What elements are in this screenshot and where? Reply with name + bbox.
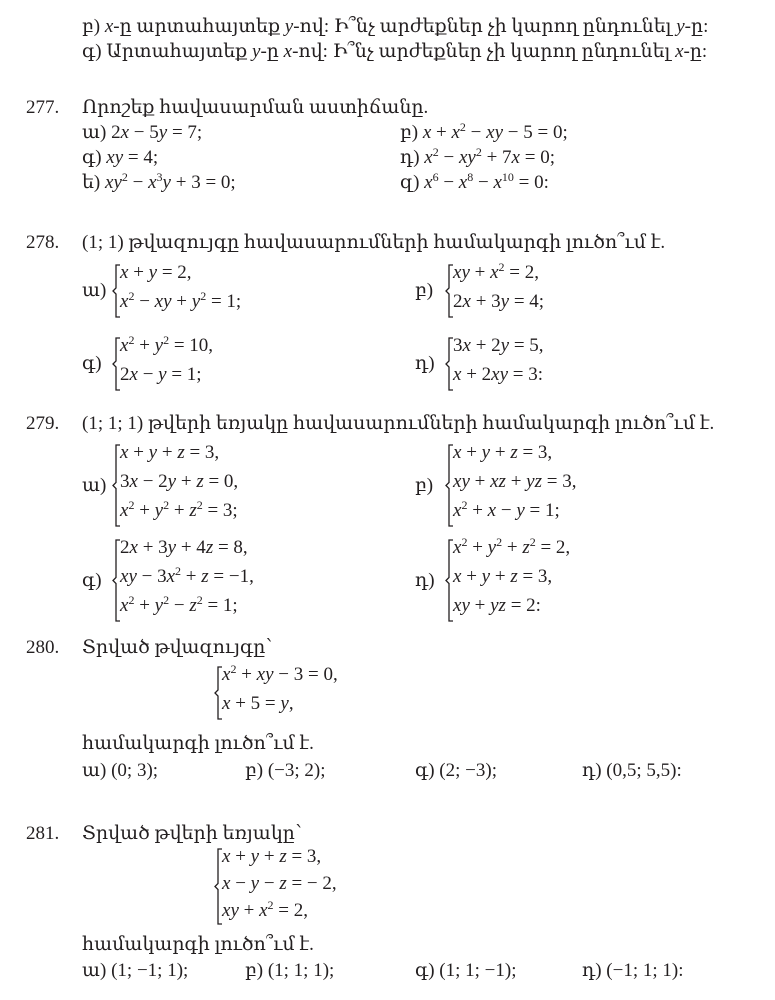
- equation: x + 5 = y,: [222, 693, 294, 714]
- answer-option: [415, 760, 497, 782]
- text: -ը:: [683, 41, 708, 62]
- option-value: (−3; 2);: [267, 760, 326, 781]
- equation: $x^2$ − xy + $y^2 = 1$;: [120, 289, 242, 312]
- option-label: բ): [245, 960, 264, 981]
- option-value: (−1; 1; 1):: [606, 960, 684, 981]
- answer-option: [415, 960, 517, 982]
- equation: xy + $x^2 = 2$,: [453, 260, 539, 283]
- equation: x + y = 2,: [120, 262, 192, 283]
- answer-option: [82, 760, 158, 782]
- option-value: (1; 1; −1);: [439, 960, 517, 981]
- equation: xy + yz = 2:: [453, 595, 541, 616]
- item-b-text: [82, 16, 708, 38]
- problem-title: Որոշեք հավասարման աստիճանը.: [82, 97, 429, 118]
- equation: $x^2 + y^2 - z^2 = 1$;: [120, 593, 238, 616]
- var: y: [284, 16, 294, 37]
- text: Արտահայտեք: [106, 41, 253, 62]
- var: y: [252, 41, 261, 62]
- equation: x + y + z = 3,: [222, 846, 322, 867]
- item-label: գ): [82, 569, 102, 591]
- equation: 2x + 3y + 4z = 8,: [120, 537, 248, 558]
- problem-title: Տրված թվերի եռյակը՝: [82, 823, 302, 844]
- equation-item: [82, 147, 158, 169]
- item-label: բ): [415, 280, 434, 301]
- text: -ը արտահայտեք: [113, 16, 285, 37]
- problem-title: (1; 1; 1) թվերի եռյակը հավասարումների համակարգի լուծո՞ւմ է.: [82, 413, 715, 434]
- item-label: գ): [82, 41, 102, 62]
- option-label: ա): [82, 760, 107, 781]
- option-value: (1; −1; 1);: [111, 960, 189, 981]
- equation: $x^2 - xy^2 + 7x = 0$;: [424, 145, 555, 168]
- option-label: ա): [82, 960, 107, 981]
- option-value: (0; 3);: [111, 760, 159, 781]
- equation-item: [82, 172, 236, 194]
- equation: $x + x^2$ − xy − 5 = 0;: [422, 120, 568, 143]
- equation-item: [400, 172, 549, 194]
- equation: $x^2 + y^2 = 10$,: [120, 333, 214, 356]
- option-label: դ): [582, 760, 602, 781]
- option-label: բ): [245, 760, 264, 781]
- item-label: դ): [415, 353, 435, 374]
- item-label: զ): [400, 172, 425, 193]
- answer-option: [245, 760, 326, 782]
- equation: xy − $3x^2 + z = -1$,: [120, 564, 254, 587]
- option-value: (1; 1; 1);: [267, 960, 335, 981]
- text: -ը:: [684, 16, 709, 37]
- problem-title: Տրված թվազույգը՝: [82, 637, 273, 658]
- equation: $x^2 + y^2 + z^2 = 2$,: [453, 535, 571, 558]
- equation: xy + $x^2 = 2$,: [222, 898, 308, 921]
- equation: $x^2 + y^2 + z^2 = 3$;: [120, 498, 238, 521]
- text: -ով: Ի՞նչ արժեքներ չի կարող ընդունել: [292, 41, 676, 62]
- equation: xy = 4;: [106, 147, 159, 168]
- answer-option: [82, 960, 188, 982]
- problem-question: համակարգի լուծո՞ւմ է.: [82, 934, 314, 955]
- answer-option: [582, 960, 684, 982]
- item-label: դ): [400, 147, 425, 168]
- item-label: ա): [82, 280, 107, 301]
- item-g-text: [82, 41, 707, 63]
- item-label: դ): [415, 569, 435, 591]
- text: -ով: Ի՞նչ արժեքներ չի կարող ընդունել: [293, 16, 677, 37]
- problem-question: համակարգի լուծո՞ւմ է.: [82, 733, 314, 754]
- var: x: [283, 41, 293, 62]
- item-label: բ): [400, 122, 423, 143]
- option-value: (2; −3);: [439, 760, 497, 781]
- equation: $x^2$ + xy − 3 = 0,: [222, 662, 338, 685]
- equation: 2x − 5y = 7;: [111, 122, 203, 143]
- problem-number: 277.: [26, 97, 60, 118]
- problem-number: 281.: [26, 823, 60, 844]
- problem-title: (1; 1) թվազույգը հավասարումների համակարգի լուծո՞ւմ է.: [82, 232, 666, 253]
- equation: x + y + z = 3,: [453, 566, 553, 587]
- item-label: ե): [82, 172, 106, 193]
- equation-item: [400, 122, 568, 144]
- equation-item: [82, 122, 202, 144]
- equation-item: [400, 147, 555, 169]
- equation: 3x − 2y + z = 0,: [120, 471, 239, 492]
- var: x: [675, 41, 684, 62]
- equation: x + y + z = 3,: [453, 442, 553, 463]
- equation: x + y + z = 3,: [120, 442, 220, 463]
- equation: xy + xz + yz = 3,: [453, 471, 577, 492]
- option-label: գ): [415, 760, 435, 781]
- option-label: գ): [415, 960, 435, 981]
- equation: x − y − z = − 2,: [222, 873, 337, 894]
- answer-option: [245, 960, 334, 982]
- item-label: գ): [82, 147, 107, 168]
- item-label: գ): [82, 353, 102, 374]
- problem-number: 280.: [26, 637, 60, 658]
- text: -ը: [260, 41, 284, 62]
- equation: $x^6 - x^8 - x^{10} = 0$:: [424, 170, 549, 193]
- equation: 2x − y = 1;: [120, 364, 202, 385]
- option-value: (0,5; 5,5):: [606, 760, 682, 781]
- equation: x + 2xy = 3:: [453, 364, 544, 385]
- item-label: բ): [82, 16, 101, 37]
- problem-number: 278.: [26, 232, 60, 253]
- item-label: բ): [415, 474, 434, 496]
- var: x: [104, 16, 114, 37]
- equation: $xy^2 - x^3y + 3 = 0$;: [105, 170, 236, 193]
- answer-option: [582, 760, 682, 782]
- equation: 3x + 2y = 5,: [453, 335, 544, 356]
- var: y: [676, 16, 685, 37]
- option-label: դ): [582, 960, 602, 981]
- item-label: ա): [82, 122, 112, 143]
- problem-number: 279.: [26, 413, 60, 434]
- equation: 2x + 3y = 4;: [453, 291, 545, 312]
- equation: $x^2 + x - y = 1$;: [453, 498, 560, 521]
- item-label: ա): [82, 474, 107, 496]
